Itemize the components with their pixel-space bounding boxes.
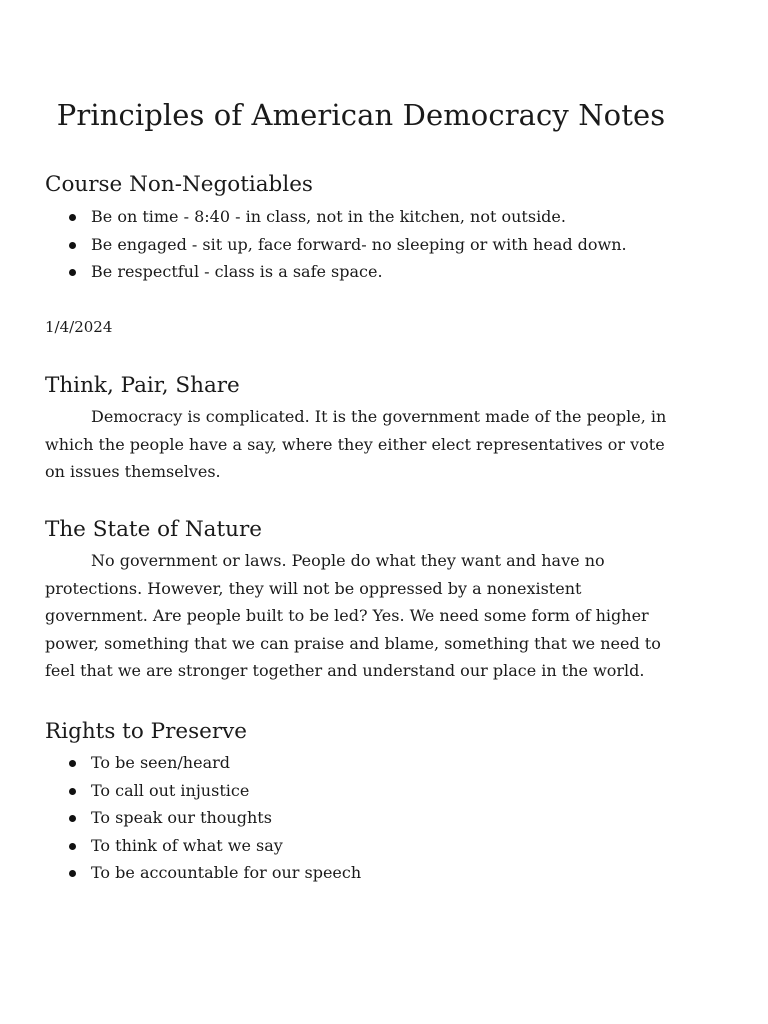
date-text: 1/4/2024 [45, 318, 113, 336]
state-of-nature-paragraph: No government or laws. People do what they want and have no protections. However, they will not be oppressed by a nonexistent government. Are people built to be led? Yes. We need some form of higher power, something that we can praise and blame, something that we need to feel that we are stronger together and understand our place in the world. [45, 551, 661, 681]
document-title: Principles of American Democracy Notes [56, 98, 666, 132]
list-item [45, 777, 361, 805]
list-item [45, 231, 627, 259]
non-negotiables-list [45, 203, 627, 286]
rights-list [45, 749, 361, 887]
bullet-icon [69, 214, 76, 221]
bullet-icon [69, 242, 76, 249]
list-item-text: To be seen/heard [91, 753, 230, 772]
list-item [45, 859, 361, 887]
heading-course-non-negotiables: Course Non-Negotiables [45, 172, 313, 197]
list-item-text: To think of what we say [91, 835, 283, 855]
bullet-icon [69, 815, 76, 822]
list-item [45, 832, 361, 860]
bullet-icon [69, 269, 76, 276]
list-item [45, 804, 361, 832]
list-item-text: To be accountable for our speech [91, 863, 362, 882]
list-item-text: Be respectful - class is a safe space. [91, 262, 383, 281]
heading-state-of-nature: The State of Nature [45, 517, 262, 542]
heading-think-pair-share: Think, Pair, Share [45, 373, 240, 398]
list-item-text: Be on time - 8:40 - in class, not in the kitchen, not outside. [91, 207, 566, 226]
list-item-text: To call out injustice [91, 780, 250, 800]
bullet-icon [69, 788, 76, 795]
list-item-text: To speak our thoughts [91, 808, 272, 827]
bullet-icon [69, 760, 76, 767]
bullet-icon [69, 843, 76, 850]
think-pair-share-paragraph: Democracy is complicated. It is the government made of the people, in which the people have a say, where they either elect representatives or vote on issues themselves. [45, 407, 667, 482]
bullet-icon [69, 870, 76, 877]
heading-rights-to-preserve: Rights to Preserve [45, 719, 247, 744]
list-item-text: Be engaged - sit up, face forward- no sleeping or with head down. [91, 234, 627, 254]
list-item [45, 203, 627, 231]
list-item [45, 258, 627, 286]
list-item [45, 749, 361, 777]
